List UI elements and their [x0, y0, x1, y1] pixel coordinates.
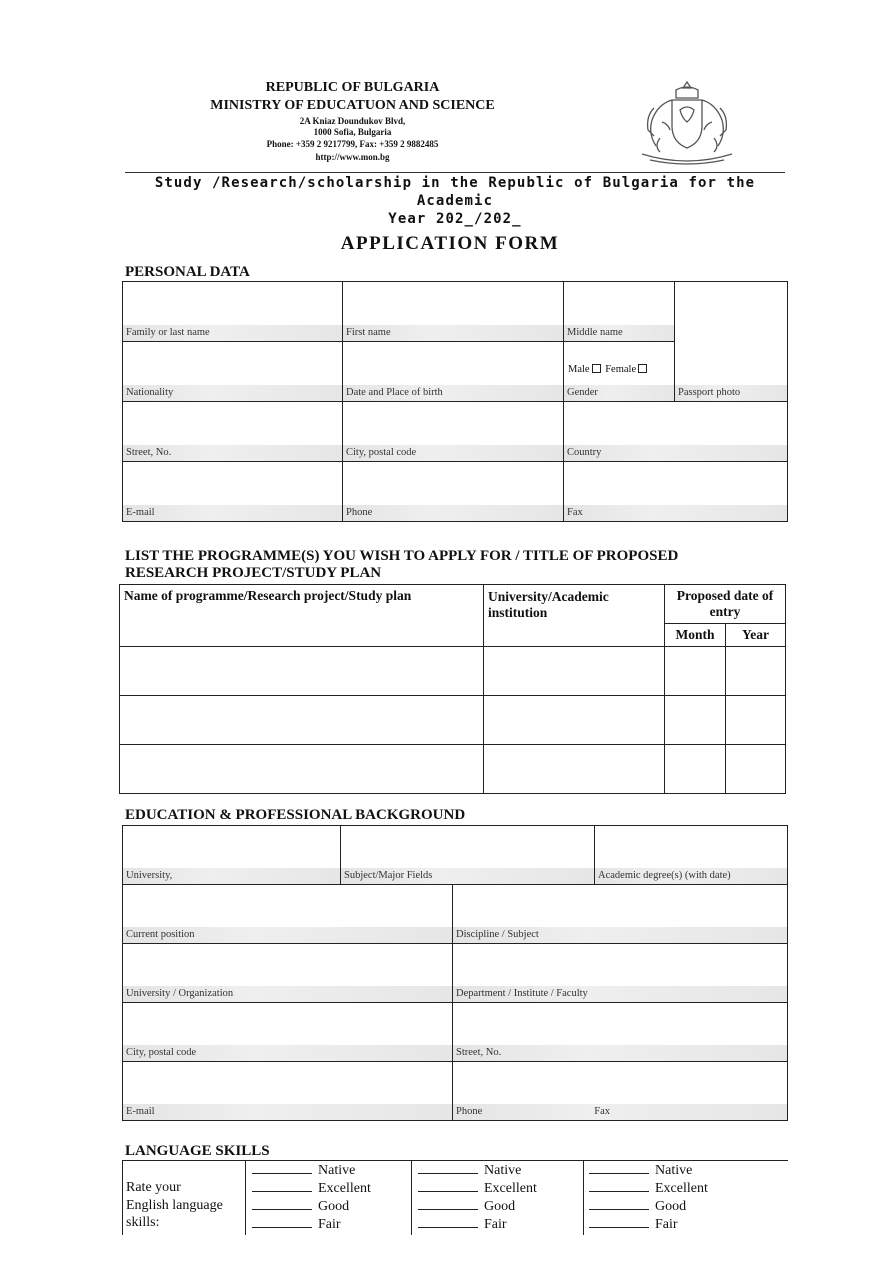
university-cell[interactable] [484, 696, 665, 745]
personal-data-heading: PERSONAL DATA [125, 264, 250, 280]
language-column-1 [246, 1161, 412, 1236]
rate-label-line-3: skills: [126, 1215, 160, 1230]
language-column-2 [412, 1161, 584, 1236]
department-label: Department / Institute / Faculty [453, 986, 787, 1002]
level-option[interactable] [418, 1216, 583, 1234]
level-label: Good [318, 1199, 350, 1214]
ministry-heading: MINISTRY OF EDUCATUON AND SCIENCE [210, 98, 495, 113]
edu-fax-label: Fax [594, 1106, 610, 1117]
year-cell[interactable] [726, 647, 786, 696]
rate-label-line-1: Rate your [126, 1180, 181, 1195]
level-blank[interactable] [418, 1198, 478, 1210]
email-field[interactable] [123, 462, 343, 522]
level-label: Fair [318, 1217, 341, 1232]
edu-city-field[interactable] [123, 1003, 453, 1062]
level-label: Fair [484, 1217, 507, 1232]
level-option[interactable] [589, 1216, 788, 1234]
edu-degree-label: Academic degree(s) (with date) [595, 868, 787, 884]
organization-field[interactable] [123, 944, 453, 1003]
level-label: Good [484, 1199, 516, 1214]
family-name-field[interactable] [123, 282, 343, 342]
dob-label: Date and Place of birth [343, 385, 563, 401]
edu-subject-field[interactable] [341, 826, 595, 885]
month-cell[interactable] [665, 745, 726, 794]
female-checkbox[interactable] [638, 364, 647, 373]
university-header: University/Academic institution [484, 585, 665, 647]
personal-data-table [122, 281, 788, 522]
edu-phone-label: Phone [456, 1106, 483, 1117]
edu-email-label: E-mail [123, 1104, 452, 1120]
male-option-label: Male [568, 364, 590, 375]
level-option[interactable] [252, 1198, 411, 1216]
edu-street-field[interactable] [453, 1003, 788, 1062]
month-cell[interactable] [665, 647, 726, 696]
level-blank[interactable] [418, 1162, 478, 1174]
university-cell[interactable] [484, 745, 665, 794]
year-header: Year [726, 624, 786, 647]
programme-name-cell[interactable] [120, 696, 484, 745]
middle-name-field[interactable] [564, 282, 675, 342]
form-title: APPLICATION FORM [340, 233, 560, 254]
gender-field [564, 342, 675, 402]
level-label: Excellent [655, 1181, 708, 1196]
subtitle [125, 174, 785, 228]
year-cell[interactable] [726, 745, 786, 794]
gender-options [564, 364, 674, 385]
current-position-field[interactable] [123, 885, 453, 944]
male-checkbox[interactable] [592, 364, 601, 373]
level-blank[interactable] [252, 1198, 312, 1210]
family-name-label: Family or last name [123, 325, 342, 341]
level-option[interactable] [418, 1162, 583, 1180]
level-label: Native [318, 1163, 356, 1178]
edu-city-label: City, postal code [123, 1045, 452, 1061]
city-label: City, postal code [343, 445, 563, 461]
gender-label: Gender [564, 385, 674, 401]
phone-label: Phone [343, 505, 563, 521]
month-header: Month [665, 624, 726, 647]
programmes-heading [125, 548, 678, 582]
level-blank[interactable] [589, 1180, 649, 1192]
level-blank[interactable] [418, 1180, 478, 1192]
passport-photo-label: Passport photo [675, 385, 787, 401]
level-label: Excellent [484, 1181, 537, 1196]
subtitle-line-2: Year 202_/202_ [388, 211, 522, 227]
organization-label: University / Organization [123, 986, 452, 1002]
first-name-field[interactable] [343, 282, 564, 342]
level-option[interactable] [252, 1162, 411, 1180]
subtitle-rule [125, 172, 785, 173]
address-line-1: 2A Kniaz Doundukov Blvd, [299, 116, 406, 126]
level-label: Native [484, 1163, 522, 1178]
level-option[interactable] [418, 1180, 583, 1198]
programme-name-header: Name of programme/Research project/Study plan [120, 585, 484, 647]
programmes-heading-line-1: LIST THE PROGRAMME(S) YOU WISH TO APPLY FOR / TITLE OF PROPOSED [125, 548, 679, 564]
education-table [122, 825, 788, 1121]
level-option[interactable] [252, 1216, 411, 1234]
month-cell[interactable] [665, 696, 726, 745]
country-label: Country [564, 445, 787, 461]
level-label: Excellent [318, 1181, 371, 1196]
phone-line: Phone: +359 2 9217799, Fax: +359 2 9882485 [266, 139, 439, 149]
edu-subject-label: Subject/Major Fields [341, 868, 594, 884]
level-blank[interactable] [418, 1216, 478, 1228]
year-cell[interactable] [726, 696, 786, 745]
edu-degree-field[interactable] [595, 826, 788, 885]
edu-phone-fax-label [453, 1104, 787, 1120]
discipline-label: Discipline / Subject [453, 927, 787, 943]
street-field[interactable] [123, 402, 343, 462]
discipline-field[interactable] [453, 885, 788, 944]
level-blank[interactable] [252, 1216, 312, 1228]
level-blank[interactable] [252, 1162, 312, 1174]
rate-label-line-2: English language [126, 1197, 223, 1213]
level-blank[interactable] [589, 1198, 649, 1210]
fax-field[interactable] [564, 462, 788, 522]
programme-name-cell[interactable] [120, 647, 484, 696]
level-option[interactable] [418, 1198, 583, 1216]
middle-name-label: Middle name [564, 325, 674, 341]
edu-university-label: University, [123, 868, 340, 884]
website-line: http://www.mon.bg [315, 152, 390, 162]
female-option-label: Female [605, 364, 637, 375]
edu-email-field[interactable] [123, 1062, 453, 1121]
rate-label-cell [123, 1161, 246, 1236]
coat-of-arms-icon [632, 78, 742, 170]
country-heading: REPUBLIC OF BULGARIA [265, 80, 440, 95]
level-option[interactable] [589, 1198, 788, 1216]
programme-name-cell[interactable] [120, 745, 484, 794]
nationality-field[interactable] [123, 342, 343, 402]
email-label: E-mail [123, 505, 342, 521]
programmes-heading-line-2: RESEARCH PROJECT/STUDY PLAN [125, 565, 382, 581]
edu-street-label: Street, No. [453, 1045, 787, 1061]
proposed-date-header: Proposed date of entry [665, 585, 786, 624]
language-column-3 [584, 1161, 788, 1236]
language-heading: LANGUAGE SKILLS [125, 1143, 270, 1159]
level-blank[interactable] [252, 1180, 312, 1192]
current-position-label: Current position [123, 927, 452, 943]
university-cell[interactable] [484, 647, 665, 696]
level-option[interactable] [589, 1162, 788, 1180]
phone-field[interactable] [343, 462, 564, 522]
programmes-table [119, 584, 786, 794]
level-option[interactable] [252, 1180, 411, 1198]
level-label: Native [655, 1163, 693, 1178]
address-line-2: 1000 Sofia, Bulgaria [313, 127, 392, 137]
education-heading: EDUCATION & PROFESSIONAL BACKGROUND [125, 807, 466, 823]
fax-label: Fax [564, 505, 787, 521]
level-label: Good [655, 1199, 687, 1214]
level-blank[interactable] [589, 1216, 649, 1228]
passport-photo-box[interactable] [675, 282, 788, 402]
level-label: Fair [655, 1217, 678, 1232]
department-field[interactable] [453, 944, 788, 1003]
first-name-label: First name [343, 325, 563, 341]
edu-university-field[interactable] [123, 826, 341, 885]
country-field[interactable] [564, 402, 788, 462]
level-option[interactable] [589, 1180, 788, 1198]
edu-phone-fax-field[interactable] [453, 1062, 788, 1121]
city-field[interactable] [343, 402, 564, 462]
dob-field[interactable] [343, 342, 564, 402]
subtitle-line-1: Study /Research/scholarship in the Republic of Bulgaria for the Academic [154, 175, 756, 209]
street-label: Street, No. [123, 445, 342, 461]
level-blank[interactable] [589, 1162, 649, 1174]
nationality-label: Nationality [123, 385, 342, 401]
language-table [122, 1160, 788, 1235]
